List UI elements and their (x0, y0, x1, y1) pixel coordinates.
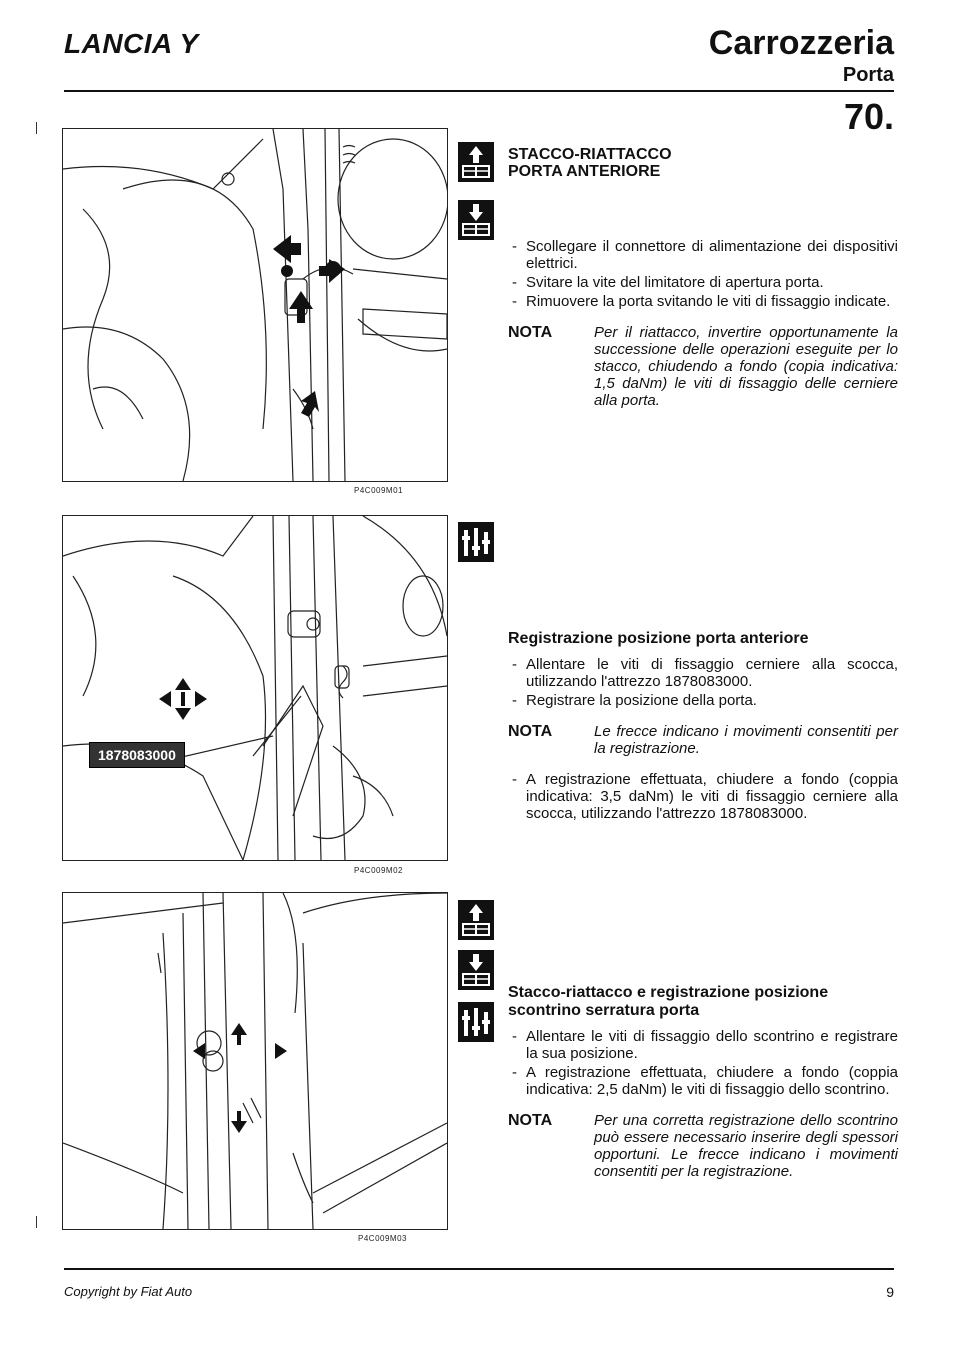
note-block (508, 723, 898, 757)
step-list (508, 238, 898, 310)
section-heading: Stacco-riattacco e registrazione posizione (508, 984, 829, 1001)
note-text: Per una corretta registrazione dello scontrino può essere necessario inserire degli spessori opportuni. Le frecce indicano i movimenti consentiti per la registrazione. (594, 1112, 898, 1180)
figure-striker-adjustment (62, 892, 448, 1230)
step-item: - Svitare la vite del limitatore di apertura porta. (508, 274, 898, 291)
striker-illustration (63, 893, 447, 1229)
page-code: 70. (843, 96, 894, 137)
step-item: - A registrazione effettuata, chiudere a fondo (coppia indicativa: 2,5 daNm) le viti di fissaggio dello scontrino. (508, 1064, 898, 1098)
note-text: Per il riattacco, invertire opportunamente la successione delle operazioni eseguite per lo stacco, chiudendo a fondo (copia indicativa: 1,5 daNm) le viti di fissaggio delle cerniere alla porta. (594, 324, 898, 409)
step-list (508, 1028, 898, 1098)
section-door-removal (508, 146, 898, 409)
section-striker-adjustment (508, 984, 898, 1180)
refit-icon (458, 950, 494, 990)
footer-rule (64, 1268, 894, 1270)
section-heading: PORTA ANTERIORE (508, 163, 661, 180)
door-hinge-illustration (63, 129, 447, 481)
step-list (508, 771, 898, 822)
figure-door-removal (62, 128, 448, 482)
note-block (508, 324, 898, 409)
section-title: Carrozzeria (708, 24, 894, 62)
figure-code: P4C009M01 (354, 486, 403, 495)
figure-code: P4C009M02 (354, 866, 403, 875)
header-rule (64, 90, 894, 92)
page-number: 9 (886, 1284, 894, 1300)
step-item: - Scollegare il connettore di alimentazione dei dispositivi elettrici. (508, 238, 898, 272)
remove-icon (458, 142, 494, 182)
note-label: NOTA (508, 324, 553, 341)
step-list (508, 656, 898, 709)
note-label: NOTA (508, 723, 553, 740)
step-item: - Allentare le viti di fissaggio cerniere alla scocca, utilizzando l'attrezzo 1878083000. (508, 656, 898, 690)
copyright: Copyright by Fiat Auto (64, 1284, 193, 1299)
tool-code-label: 1878083000 (89, 742, 185, 768)
note-label: NOTA (508, 1112, 553, 1129)
figure-code: P4C009M03 (358, 1234, 407, 1243)
step-item: - Allentare le viti di fissaggio dello scontrino e registrare la sua posizione. (508, 1028, 898, 1062)
section-heading: scontrino serratura porta (508, 1002, 700, 1019)
movement-arrows-icon (159, 678, 207, 720)
note-block (508, 1112, 898, 1180)
section-subtitle: Porta (842, 64, 894, 86)
adjust-icon (458, 522, 494, 562)
note-text: Le frecce indicano i movimenti consentiti per la registrazione. (594, 723, 898, 757)
figure-door-adjustment (62, 515, 448, 861)
section-door-adjustment (508, 630, 898, 824)
step-item: - A registrazione effettuata, chiudere a fondo (coppia indicativa: 3,5 daNm) le viti di fissaggio cerniere alla scocca, utilizzando l'attrezzo 1878083000. (508, 771, 898, 822)
margin-mark (36, 122, 37, 134)
step-item: - Registrare la posizione della porta. (508, 692, 898, 709)
section-heading: STACCO-RIATTACCO (508, 146, 672, 163)
step-item: - Rimuovere la porta svitando le viti di fissaggio indicate. (508, 293, 898, 310)
remove-icon (458, 900, 494, 940)
door-adjustment-illustration (63, 516, 447, 860)
brand-title: LANCIA Y (64, 28, 199, 59)
refit-icon (458, 200, 494, 240)
section-heading: Registrazione posizione porta anteriore (508, 630, 809, 647)
adjust-icon (458, 1002, 494, 1042)
margin-mark (36, 1216, 37, 1228)
